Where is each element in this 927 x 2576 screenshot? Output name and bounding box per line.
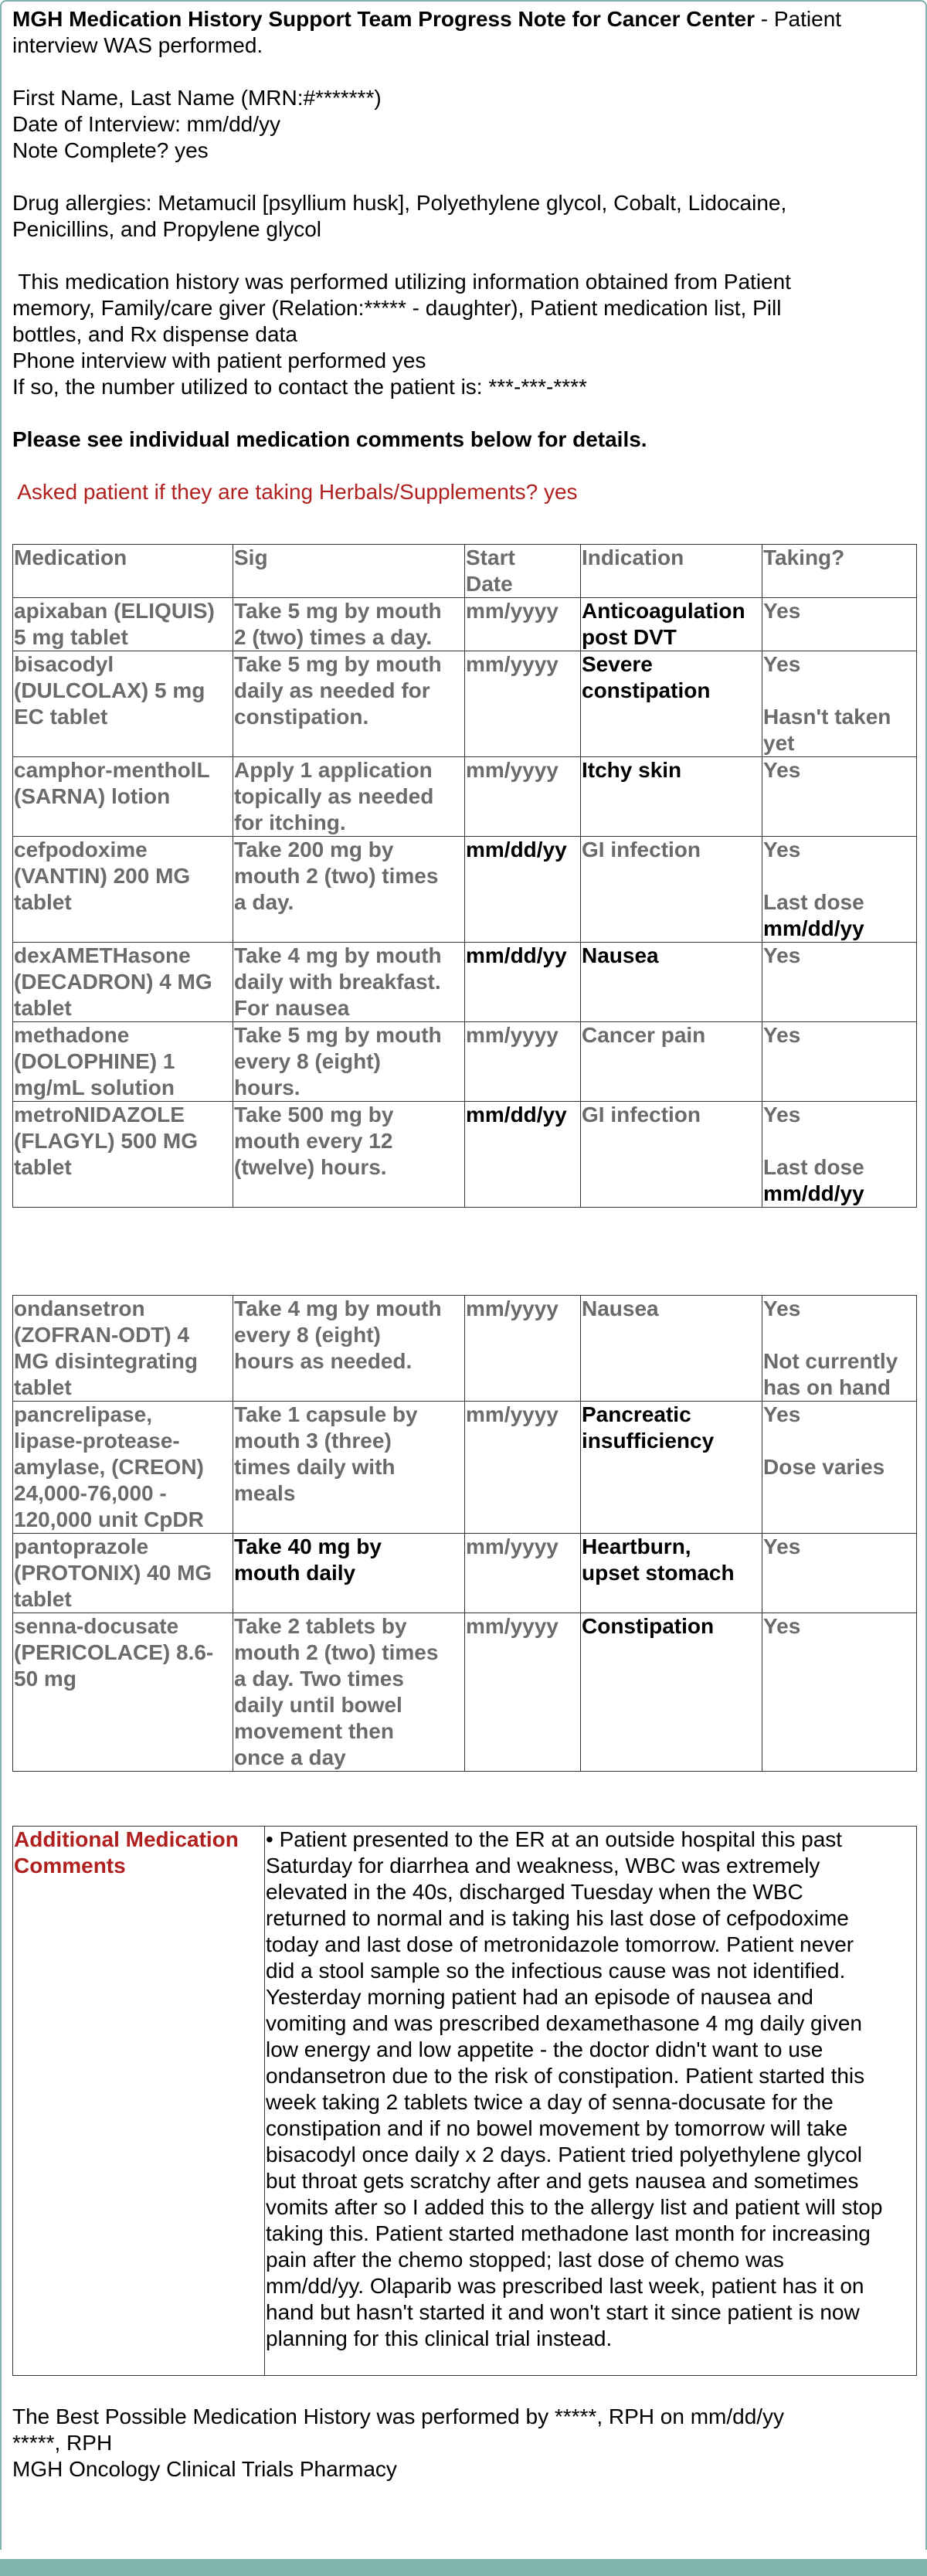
sig-cell: Take 5 mg by mouth every 8 (eight) hours.	[233, 1022, 465, 1102]
taking-cell: Yes Last dose mm/dd/yy	[762, 837, 917, 943]
table-row	[13, 1296, 917, 1402]
comment-line: low energy and low appetite - the doctor didn't want to use	[266, 2037, 823, 2061]
table-row	[13, 1534, 917, 1613]
start-date-cell: mm/yyyy	[465, 1296, 581, 1402]
indication-cell: Nausea	[581, 1296, 762, 1402]
header-start-date: Start Date	[465, 545, 581, 598]
sig-cell: Take 4 mg by mouth every 8 (eight) hours as needed.	[233, 1296, 465, 1402]
taking-cell: Yes Hasn't taken yet	[762, 651, 917, 757]
footer-performed-by: The Best Possible Medication History was performed by *****, RPH on mm/dd/yy	[12, 2404, 785, 2428]
header-indication: Indication	[581, 545, 762, 598]
table-row	[13, 1402, 917, 1534]
table-row	[13, 598, 917, 651]
sig-cell: Take 2 tablets by mouth 2 (two) times a day. Two times daily until bowel movement then once a day	[233, 1613, 465, 1772]
progress-note	[12, 6, 916, 2483]
note-title-rest: - Patient interview WAS performed.	[12, 7, 842, 57]
comment-line: constipation and if no bowel movement by tomorrow will take	[266, 2116, 848, 2140]
comment-line: mm/dd/yy. Olaparib was prescribed last week, patient has it on	[266, 2274, 864, 2298]
sig-cell: Apply 1 application topically as needed for itching.	[233, 757, 465, 837]
start-date-cell: mm/yyyy	[465, 1534, 581, 1613]
comment-line: today and last dose of metronidazole tomorrow. Patient never	[266, 1932, 854, 1956]
indication-cell: Constipation	[581, 1613, 762, 1772]
patient-name: First Name, Last Name (MRN:#*******)	[12, 86, 382, 110]
table-row	[13, 1102, 917, 1208]
start-date-cell: mm/yyyy	[465, 1402, 581, 1534]
medication-cell: apixaban (ELIQUIS) 5 mg tablet	[13, 598, 233, 651]
additional-comments-text	[265, 1827, 917, 2376]
start-date-cell: mm/dd/yy	[465, 837, 581, 943]
taking-cell: Yes Dose varies	[762, 1402, 917, 1534]
taking-cell: Yes	[762, 757, 917, 837]
indication-cell: GI infection	[581, 837, 762, 943]
medication-cell: pantoprazole (PROTONIX) 40 MG tablet	[13, 1534, 233, 1613]
comment-line: Saturday for diarrhea and weakness, WBC was extremely	[266, 1854, 820, 1878]
comment-line: taking this. Patient started methadone last month for increasing	[266, 2221, 871, 2245]
start-date-cell: mm/dd/yy	[465, 1102, 581, 1208]
indication-cell: Pancreatic insufficiency	[581, 1402, 762, 1534]
medication-cell: camphor-mentholL (SARNA) lotion	[13, 757, 233, 837]
start-date-cell: mm/yyyy	[465, 1613, 581, 1772]
comment-line: did a stool sample so the infectious cause was not identified.	[266, 1959, 846, 1983]
sig-cell: Take 5 mg by mouth daily as needed for constipation.	[233, 651, 465, 757]
comment-line: • Patient presented to the ER at an outside hospital this past	[266, 1827, 843, 1851]
start-date-cell: mm/yyyy	[465, 1022, 581, 1102]
taking-cell: Yes	[762, 598, 917, 651]
taking-cell: Yes	[762, 1613, 917, 1772]
medication-cell: senna-docusate (PERICOLACE) 8.6- 50 mg	[13, 1613, 233, 1772]
sources-line-1: This medication history was performed utilizing information obtained from Patient	[12, 270, 791, 294]
sig-cell: Take 5 mg by mouth 2 (two) times a day.	[233, 598, 465, 651]
comment-line: hand but hasn't started it and won't start it since patient is now	[266, 2300, 860, 2324]
medication-cell: metroNIDAZOLE (FLAGYL) 500 MG tablet	[13, 1102, 233, 1208]
start-date-cell: mm/yyyy	[465, 651, 581, 757]
indication-cell: Cancer pain	[581, 1022, 762, 1102]
phone-interview: Phone interview with patient performed yes	[12, 348, 426, 372]
comment-line: ondansetron due to the risk of constipation. Patient started this	[266, 2064, 865, 2088]
indication-cell: GI infection	[581, 1102, 762, 1208]
medication-cell: bisacodyl (DULCOLAX) 5 mg EC tablet	[13, 651, 233, 757]
footer-department: MGH Oncology Clinical Trials Pharmacy	[12, 2457, 397, 2481]
instructions: Please see individual medication comments below for details.	[12, 427, 647, 451]
comment-line: elevated in the 40s, discharged Tuesday when the WBC	[266, 1880, 803, 1904]
note-title-bold: MGH Medication History Support Team Progress Note for Cancer Center	[12, 7, 755, 31]
medication-table-2	[12, 1295, 917, 1772]
taking-cell: Yes Not currently has on hand	[762, 1296, 917, 1402]
additional-comments-table	[12, 1826, 917, 2376]
contact-number: If so, the number utilized to contact the patient is: ***-***-****	[12, 375, 587, 399]
taking-cell: Yes Last dose mm/dd/yy	[762, 1102, 917, 1208]
indication-cell: Nausea	[581, 943, 762, 1022]
comment-line: pain after the chemo stopped; last dose of chemo was	[266, 2248, 784, 2272]
sources-line-3: bottles, and Rx dispense data	[12, 322, 297, 346]
note-title	[12, 6, 916, 59]
taking-cell: Yes	[762, 1022, 917, 1102]
taking-cell: Yes	[762, 1534, 917, 1613]
herbals-question: Asked patient if they are taking Herbals/Supplements? yes	[12, 480, 578, 504]
sources-line-2: memory, Family/care giver (Relation:***** - daughter), Patient medication list, Pill	[12, 296, 782, 320]
sig-cell: Take 4 mg by mouth daily with breakfast. For nausea	[233, 943, 465, 1022]
header-sig: Sig	[233, 545, 465, 598]
note-complete: Note Complete? yes	[12, 138, 209, 162]
footer-signature: *****, RPH	[12, 2431, 113, 2455]
table-header-row	[13, 545, 917, 598]
allergies-line-1: Drug allergies: Metamucil [psyllium husk], Polyethylene glycol, Cobalt, Lidocaine,	[12, 191, 787, 215]
medication-cell: methadone (DOLOPHINE) 1 mg/mL solution	[13, 1022, 233, 1102]
bottom-bar	[0, 2559, 927, 2576]
indication-cell: Itchy skin	[581, 757, 762, 837]
additional-comments-header: Additional Medication Comments	[13, 1827, 265, 2376]
allergies-line-2: Penicillins, and Propylene glycol	[12, 217, 321, 241]
comment-line: bisacodyl once daily x 2 days. Patient tried polyethylene glycol	[266, 2143, 862, 2166]
header-taking: Taking?	[762, 545, 917, 598]
comment-line: week taking 2 tablets twice a day of senna-docusate for the	[266, 2090, 834, 2114]
header-medication: Medication	[13, 545, 233, 598]
comment-line: planning for this clinical trial instead.	[266, 2326, 613, 2350]
comment-line: returned to normal and is taking his last dose of cefpodoxime	[266, 1906, 849, 1930]
indication-cell: Anticoagulation post DVT	[581, 598, 762, 651]
interview-date: Date of Interview: mm/dd/yy	[12, 112, 281, 136]
sig-cell: Take 40 mg by mouth daily	[233, 1534, 465, 1613]
table-row	[13, 943, 917, 1022]
comment-line: vomiting and was prescribed dexamethasone 4 mg daily given	[266, 2011, 862, 2035]
medication-cell: dexAMETHasone (DECADRON) 4 MG tablet	[13, 943, 233, 1022]
sig-cell: Take 1 capsule by mouth 3 (three) times daily with meals	[233, 1402, 465, 1534]
sig-cell: Take 500 mg by mouth every 12 (twelve) hours.	[233, 1102, 465, 1208]
table-row	[13, 651, 917, 757]
table-row	[13, 1022, 917, 1102]
medication-cell: ondansetron (ZOFRAN-ODT) 4 MG disintegrating tablet	[13, 1296, 233, 1402]
sig-cell: Take 200 mg by mouth 2 (two) times a day.	[233, 837, 465, 943]
medication-table-1	[12, 544, 917, 1208]
table-row	[13, 1613, 917, 1772]
start-date-cell: mm/yyyy	[465, 598, 581, 651]
start-date-cell: mm/yyyy	[465, 757, 581, 837]
medication-cell: pancrelipase, lipase-protease- amylase, (CREON) 24,000-76,000 - 120,000 unit CpDR	[13, 1402, 233, 1534]
comment-line: Yesterday morning patient had an episode of nausea and	[266, 1985, 813, 2009]
table-row	[13, 757, 917, 837]
taking-cell: Yes	[762, 943, 917, 1022]
table-row	[13, 837, 917, 943]
start-date-cell: mm/dd/yy	[465, 943, 581, 1022]
comment-line: vomits after so I added this to the allergy list and patient will stop	[266, 2195, 883, 2219]
indication-cell: Severe constipation	[581, 651, 762, 757]
indication-cell: Heartburn, upset stomach	[581, 1534, 762, 1613]
comment-line: but throat gets scratchy after and gets nausea and sometimes	[266, 2169, 859, 2193]
medication-cell: cefpodoxime (VANTIN) 200 MG tablet	[13, 837, 233, 943]
